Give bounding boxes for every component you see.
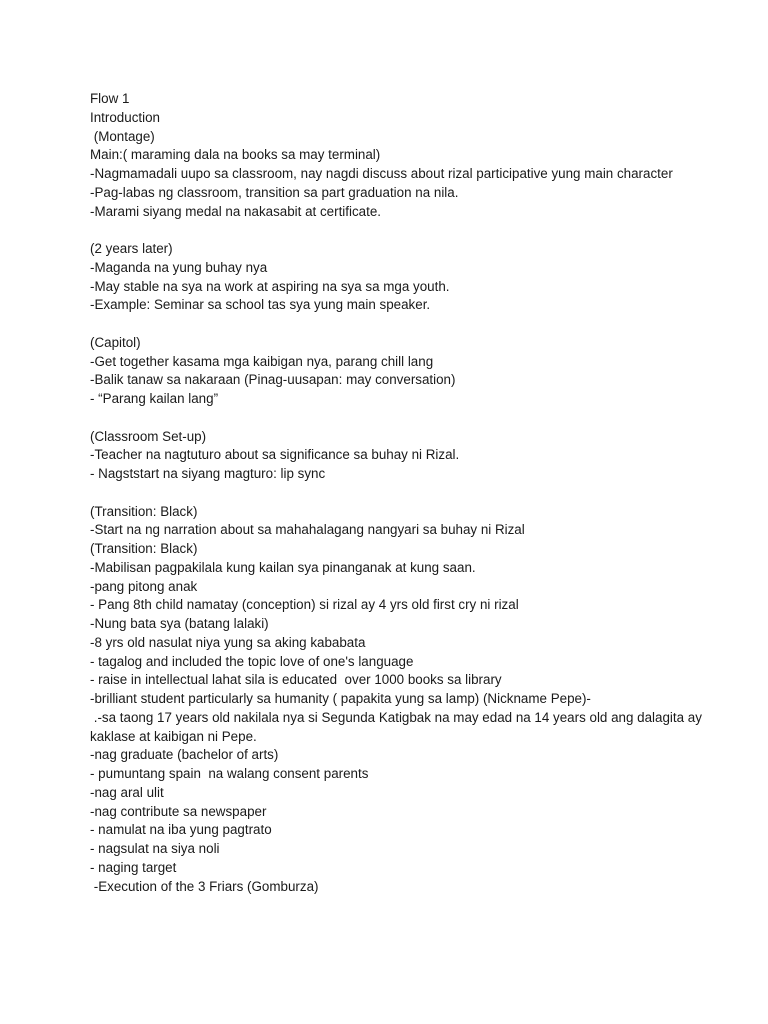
text-line: -Maganda na yung buhay nya — [90, 259, 268, 275]
section-capitol — [90, 334, 740, 409]
text-line: -Balik tanaw sa nakaraan (Pinag-uusapan: may conversation) — [90, 372, 456, 388]
blank-line — [90, 221, 740, 240]
text-line: -Start na ng narration about sa mahahalagang nangyari sa buhay ni Rizal — [90, 522, 525, 538]
text-line: - pumuntang spain na walang consent parents — [90, 766, 369, 781]
text-line: (Classroom Set-up) — [90, 428, 207, 444]
section-classroom-setup — [90, 428, 740, 484]
text-line: - nagsulat na siya noli — [90, 841, 220, 856]
text-line: - raise in intellectual lahat sila is educated over 1000 books sa library — [90, 672, 502, 688]
doc-title: Flow 1 — [90, 91, 130, 106]
text-line: -nag graduate (bachelor of arts) — [90, 747, 279, 763]
text-line: (Transition: Black) — [90, 541, 198, 556]
text-line: - tagalog and included the topic love of one's language — [90, 653, 414, 669]
text-line: Main:( maraming dala na books sa may terminal) — [90, 147, 381, 163]
text-line: -Mabilisan pagpakilala kung kailan sya pinanganak at kung saan. — [90, 559, 476, 575]
blank-line — [90, 409, 740, 428]
text-line: -Execution of the 3 Friars (Gomburza) — [90, 878, 319, 894]
section-intro — [90, 90, 740, 221]
blank-line — [90, 315, 740, 334]
text-line: -Nung bata sya (batang lalaki) — [90, 616, 269, 631]
text-line: -May stable na sya na work at aspiring na sya sa mga youth. — [90, 278, 450, 294]
text-line: (2 years later) — [90, 241, 173, 256]
text-line: - namulat na iba yung pagtrato — [90, 822, 272, 838]
text-line: - naging target — [90, 859, 177, 875]
text-line: -Teacher na nagtuturo about sa significance sa buhay ni Rizal. — [90, 447, 460, 463]
text-line: -Get together kasama mga kaibigan nya, parang chill lang — [90, 353, 434, 369]
text-line: (Capitol) — [90, 334, 141, 350]
text-line: -8 yrs old nasulat niya yung sa aking kababata — [90, 634, 366, 650]
text-line: -brilliant student particularly sa humanity ( papakita yung sa lamp) (Nickname Pepe)- — [90, 691, 591, 706]
text-line: - Nagststart na siyang magturo: lip sync — [90, 466, 326, 481]
section-heading: Introduction — [90, 109, 160, 125]
section-transition-black — [90, 503, 740, 897]
text-line: -Marami siyang medal na nakasabit at certificate. — [90, 203, 382, 219]
text-line: (Transition: Black) — [90, 503, 198, 519]
text-line: -nag aral ulit — [90, 784, 164, 800]
section-two-years-later — [90, 240, 740, 315]
text-line: -Example: Seminar sa school tas sya yung main speaker. — [90, 297, 431, 313]
blank-line — [90, 484, 740, 503]
text-line: -Pag-labas ng classroom, transition sa part graduation na nila. — [90, 184, 459, 200]
text-line: -nag contribute sa newspaper — [90, 803, 267, 819]
text-line: -Nagmamadali uupo sa classroom, nay nagdi discuss about rizal participative yung main character — [90, 166, 673, 181]
text-line: .-sa taong 17 years old nakilala nya si Segunda Katigbak na may edad na 14 years old ang dalagita ay kaklase at kaibigan ni Pepe. — [90, 709, 706, 744]
text-line: - Pang 8th child namatay (conception) si rizal ay 4 yrs old first cry ni rizal — [90, 597, 519, 613]
text-line: - “Parang kailan lang” — [90, 391, 219, 406]
text-line: (Montage) — [90, 128, 155, 144]
document-page — [90, 90, 740, 896]
text-line: -pang pitong anak — [90, 578, 198, 594]
